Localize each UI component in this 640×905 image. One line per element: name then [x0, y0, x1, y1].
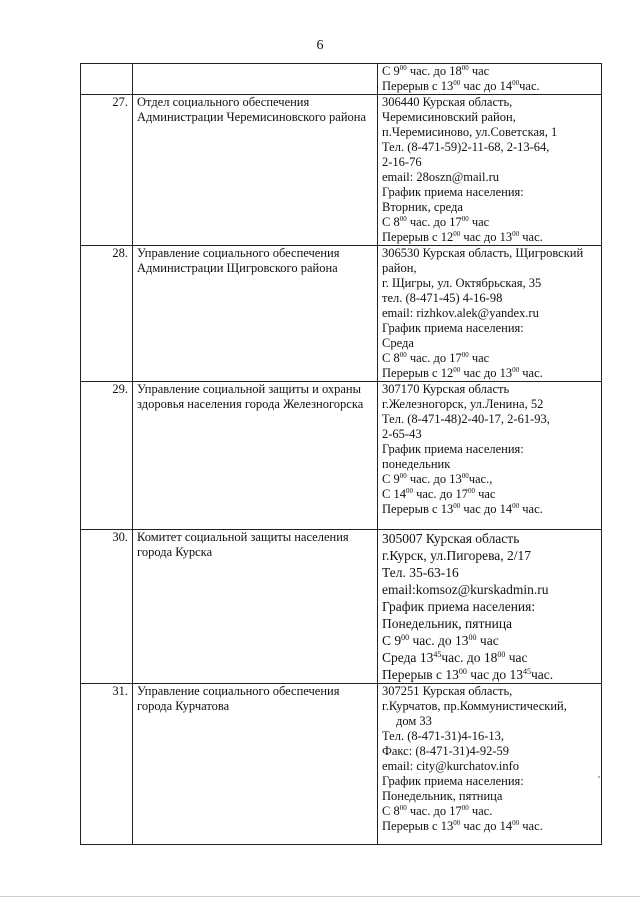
phone-line: 2-16-76 [382, 155, 422, 169]
row-number: 31. [81, 684, 133, 845]
table-row [81, 684, 602, 845]
address-line: г.Железногорск, ул.Ленина, 52 [382, 397, 544, 411]
schedule-days: Понедельник, пятница [382, 789, 503, 803]
org-name: Комитет социальной защиты населения города Курска [133, 530, 378, 684]
address-line: 306440 Курская область, [382, 95, 513, 109]
email-line: email: rizhkov.alek@yandex.ru [382, 306, 539, 320]
phone-line: 2-65-43 [382, 427, 422, 441]
address-line: 307251 Курская область, [382, 684, 513, 698]
schedule-days: Среда [382, 336, 414, 350]
phone-line: тел. (8-471-45) 4-16-98 [382, 291, 503, 305]
address-line: 305007 Курская область [382, 531, 520, 546]
org-name: Управление социальной защиты и охраны здоровья населения города Железногорска [133, 382, 378, 530]
break-line: Перерыв с $13^{00}$ час до $14^{00}$ час. [382, 819, 543, 833]
address-line: г. Щигры, ул. Октябрьская, 35 [382, 276, 542, 290]
table-row-continuation [81, 64, 602, 95]
email-line: email:komsoz@kurskadmin.ru [382, 582, 549, 597]
hours-line: С $9^{00}$ час. до $13^{00}$ час [382, 633, 499, 648]
hours-line: С $8^{00}$ час. до $17^{00}$ час [382, 351, 490, 365]
break-line: Перерыв с $12^{00}$ час до $13^{00}$ час. [382, 366, 543, 380]
row-number-cell [81, 64, 133, 95]
phone-line: Тел. (8-471-59)2-11-68, 2-13-64, [382, 140, 550, 154]
phone-line: Тел. (8-471-31)4-16-13, [382, 729, 505, 743]
contact-cell [378, 64, 602, 95]
contact-cell [378, 684, 602, 845]
table-row [81, 95, 602, 246]
contact-cell [378, 530, 602, 684]
address-line: г.Курчатов, пр.Коммунистический, [382, 699, 567, 713]
schedule-days: Понедельник, пятница [382, 616, 513, 631]
contact-cell [378, 382, 602, 530]
address-line: 307170 Курская область [382, 382, 510, 396]
org-name: Управление социального обеспечения города Курчатова [133, 684, 378, 845]
phone-line: Тел. 35-63-16 [382, 565, 459, 580]
address-line: г.Курск, ул.Пигорева, 2/17 [382, 548, 532, 563]
schedule-heading: График приема населения: [382, 442, 524, 456]
schedule-days: Вторник, среда [382, 200, 463, 214]
hours-line-second: Среда $13^{45}час$. до $18^{00}$ час [382, 650, 528, 665]
row-number: 29. [81, 382, 133, 530]
break-line: Перерыв с $13^{00}$ час до $14^{00}$ час. [382, 502, 543, 516]
email-line: email: 28oszn@mail.ru [382, 170, 500, 184]
break-line: Перерыв с $13^{00}$ час до $13^{45}час$. [382, 667, 554, 682]
social-offices-table [80, 63, 602, 845]
org-name-cell [133, 64, 378, 95]
schedule-heading: График приема населения: [382, 185, 524, 199]
break-line: Перерыв с $12^{00}$ час до $13^{00}$ час. [382, 230, 543, 244]
schedule-heading: График приема населения: [382, 774, 524, 788]
row-number: 30. [81, 530, 133, 684]
address-line: Черемисиновский район, [382, 110, 516, 124]
schedule-heading: График приема населения: [382, 599, 536, 614]
row-number: 27. [81, 95, 133, 246]
fax-line: Факс: (8-471-31)4-92-59 [382, 744, 510, 758]
scan-speck [598, 776, 600, 778]
schedule-days: понедельник [382, 457, 451, 471]
hours-line: С $9^{00}$ час. до $18^{00}$ час [382, 64, 490, 78]
table-row [81, 382, 602, 530]
hours-line: С $8^{00}$ час. до $17^{00}$ час. [382, 804, 493, 818]
hours-line: С $9^{00}$ час. до $13^{00}час$., [382, 472, 493, 486]
email-line: email: city@kurchatov.info [382, 759, 520, 773]
break-line: Перерыв с $13^{00}$ час до $14^{00}час$. [382, 79, 540, 93]
hours-line: С $8^{00}$ час. до $17^{00}$ час [382, 215, 490, 229]
table-row [81, 246, 602, 382]
contact-cell [378, 246, 602, 382]
address-line: дом 33 [396, 714, 432, 728]
page-bottom-edge [0, 896, 640, 897]
hours-line-second: С $14^{00}$ час. до $17^{00}$ час [382, 487, 496, 501]
page-number: 6 [316, 38, 324, 53]
address-line: 306530 Курская область, Щигровский [382, 246, 584, 260]
contact-cell [378, 95, 602, 246]
row-number: 28. [81, 246, 133, 382]
address-line: район, [382, 261, 417, 275]
table-row [81, 530, 602, 684]
phone-line: Тел. (8-471-48)2-40-17, 2-61-93, [382, 412, 550, 426]
org-name: Отдел социального обеспечения Администрации Черемисиновского района [133, 95, 378, 246]
schedule-heading: График приема населения: [382, 321, 524, 335]
org-name: Управление социального обеспечения Администрации Щигровского района [133, 246, 378, 382]
address-line: п.Черемисиново, ул.Советская, 1 [382, 125, 558, 139]
